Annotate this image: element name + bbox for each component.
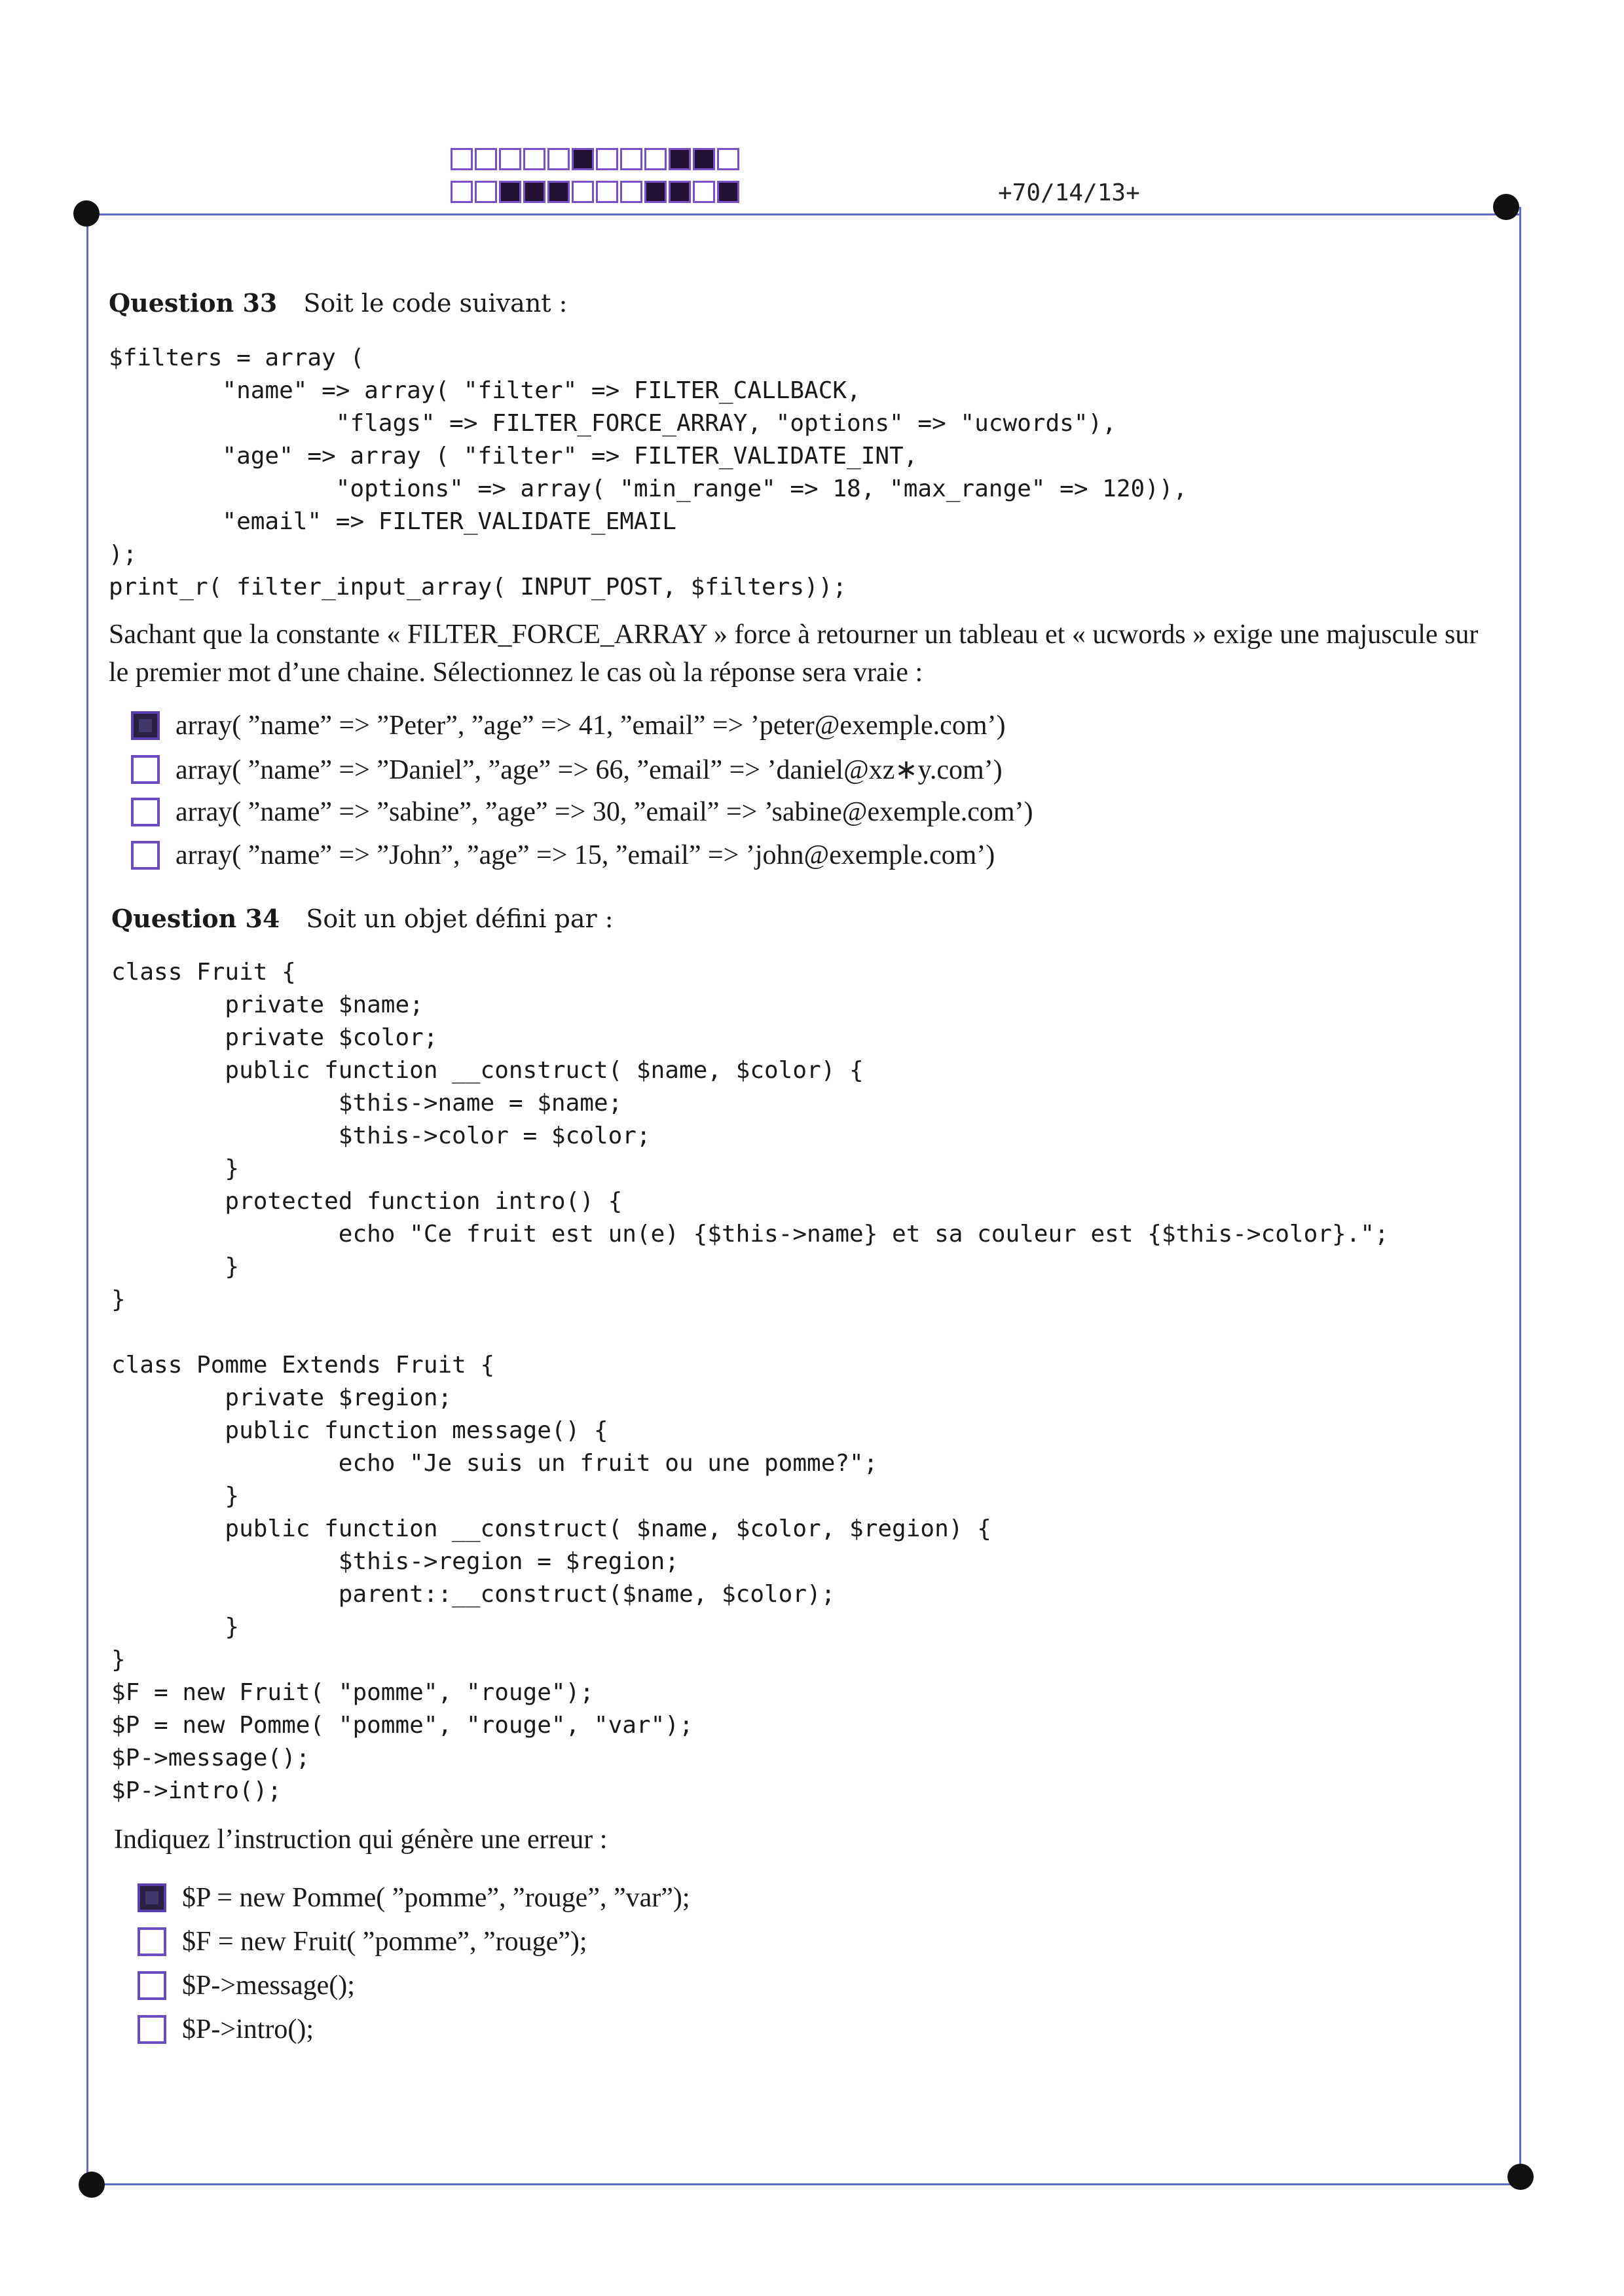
answer-option-label: array( ”name” => ”John”, ”age” => 15, ”email” => ’john@exemple.com’) (175, 840, 995, 870)
code-line: } (111, 1614, 240, 1640)
code-line: echo "Ce fruit est un(e) {$this->name} et sa couleur est {$this->color}."; (111, 1221, 1389, 1248)
barcode-cell (572, 148, 594, 170)
code-line: parent::__construct($name, $color); (111, 1581, 836, 1608)
barcode-cell (717, 181, 739, 203)
question-intro: Soit un objet défini par : (306, 904, 614, 933)
question-text: Indiquez l’instruction qui génère une erreur : (114, 1824, 608, 1855)
barcode-cell (451, 148, 473, 170)
barcode-cell (451, 181, 473, 203)
corner-mark-bottom-right (1507, 2164, 1534, 2190)
corner-mark-top-left (73, 200, 100, 227)
checkbox[interactable] (138, 2015, 166, 2044)
answer-option[interactable] (131, 840, 995, 871)
checked-checkbox[interactable] (131, 711, 160, 740)
barcode-cell (596, 148, 618, 170)
code-line: "email" => FILTER_VALIDATE_EMAIL (109, 508, 676, 535)
answer-option-label: array( ”name” => ”Peter”, ”age” => 41, ”email” => ’peter@exemple.com’) (175, 711, 1006, 741)
code-line: $this->region = $region; (111, 1548, 679, 1575)
question-number: Question 33 (109, 288, 278, 318)
barcode-cell (693, 181, 715, 203)
barcode-cell (523, 181, 545, 203)
checkbox[interactable] (138, 1971, 166, 2000)
code-line: "flags" => FILTER_FORCE_ARRAY, "options" => "ucwords"), (109, 410, 1116, 437)
answer-option[interactable] (131, 710, 1005, 741)
answer-option-label: $P->intro(); (182, 2014, 314, 2045)
answer-option[interactable] (138, 1882, 690, 1914)
code-line (111, 1316, 1389, 1349)
code-line: private $color; (111, 1024, 438, 1051)
barcode-cell (547, 181, 570, 203)
answer-option[interactable] (138, 1926, 587, 1957)
code-line: } (111, 1253, 240, 1280)
checkbox[interactable] (131, 755, 160, 784)
barcode-cell (693, 148, 715, 170)
frame-right-line (1519, 207, 1521, 2185)
barcode-cell (717, 148, 739, 170)
checkbox[interactable] (131, 798, 160, 826)
frame-left-line (86, 213, 88, 2185)
barcode-cell (475, 148, 497, 170)
barcode-cell (644, 148, 667, 170)
barcode-cell (620, 181, 642, 203)
code-line: $this->name = $name; (111, 1090, 623, 1117)
code-line: $P->intro(); (111, 1777, 282, 1804)
answer-option-label: $P->message(); (182, 1971, 355, 2001)
code-line: } (111, 1483, 240, 1509)
barcode-row (451, 181, 741, 203)
code-block (111, 956, 1389, 1807)
answer-option-label: array( ”name” => ”Daniel”, ”age” => 66, ”email” => ’daniel@xz∗y.com’) (175, 755, 1003, 785)
barcode-cell (669, 148, 691, 170)
barcode-cell (499, 181, 521, 203)
code-line: print_r( filter_input_array( INPUT_POST, $filters)); (109, 574, 847, 601)
checked-checkbox[interactable] (138, 1883, 166, 1912)
barcode-cell (620, 148, 642, 170)
barcode-row (451, 148, 741, 170)
question-number: Question 34 (111, 904, 280, 933)
code-line: $P = new Pomme( "pomme", "rouge", "var"); (111, 1712, 693, 1739)
code-line: echo "Je suis un fruit ou une pomme?"; (111, 1450, 878, 1477)
barcode-cell (499, 148, 521, 170)
question-33-heading (109, 288, 567, 318)
page-id-code: +70/14/13+ (998, 179, 1140, 206)
frame-top-line (86, 213, 1521, 215)
code-line: ); (109, 541, 138, 568)
answer-option-label: $P = new Pomme( ”pomme”, ”rouge”, ”var”); (182, 1883, 690, 1913)
answer-option[interactable] (138, 2014, 314, 2045)
answer-option-label: array( ”name” => ”sabine”, ”age” => 30, ”email” => ’sabine@exemple.com’) (175, 797, 1033, 827)
code-block (109, 342, 1187, 604)
answer-option[interactable] (138, 1970, 355, 2001)
corner-mark-top-right (1493, 194, 1519, 220)
question-text: Sachant que la constante « FILTER_FORCE_ARRAY » force à retourner un tableau et « ucwords » exige une majuscule sur le premier mot d’une chaine. Sélectionnez le cas où la réponse sera vraie : (109, 620, 1479, 688)
barcode-cell (523, 148, 545, 170)
checkbox[interactable] (138, 1927, 166, 1956)
code-line: } (111, 1646, 126, 1673)
code-line: private $region; (111, 1384, 452, 1411)
barcode-cell (669, 181, 691, 203)
code-line: } (111, 1286, 126, 1313)
barcode-cell (596, 181, 618, 203)
answer-option[interactable] (131, 796, 1033, 828)
barcode-cell (547, 148, 570, 170)
code-line: class Pomme Extends Fruit { (111, 1352, 495, 1379)
code-line: $this->color = $color; (111, 1122, 651, 1149)
barcode-cell (475, 181, 497, 203)
code-line: public function __construct( $name, $color) { (111, 1057, 864, 1084)
code-line: "age" => array ( "filter" => FILTER_VALIDATE_INT, (109, 443, 918, 470)
barcode-cell (572, 181, 594, 203)
barcode-cell (644, 181, 667, 203)
corner-mark-bottom-left (79, 2172, 105, 2198)
code-line: "name" => array( "filter" => FILTER_CALLBACK, (109, 377, 861, 404)
code-line: $F = new Fruit( "pomme", "rouge"); (111, 1679, 594, 1706)
code-line: $filters = array ( (109, 344, 365, 371)
code-line: $P->message(); (111, 1745, 310, 1771)
code-line: class Fruit { (111, 959, 296, 986)
frame-bottom-line (92, 2183, 1526, 2185)
answer-option[interactable] (131, 753, 1003, 786)
checkbox[interactable] (131, 841, 160, 870)
code-line: protected function intro() { (111, 1188, 623, 1215)
code-line: public function message() { (111, 1417, 608, 1444)
code-line: "options" => array( "min_range" => 18, "max_range" => 120)), (109, 475, 1188, 502)
question-intro: Soit le code suivant : (303, 289, 568, 318)
code-line: private $name; (111, 991, 424, 1018)
code-line: } (111, 1155, 240, 1182)
code-line: public function __construct( $name, $color, $region) { (111, 1515, 991, 1542)
answer-option-label: $F = new Fruit( ”pomme”, ”rouge”); (182, 1927, 587, 1957)
question-34-heading (111, 904, 614, 933)
